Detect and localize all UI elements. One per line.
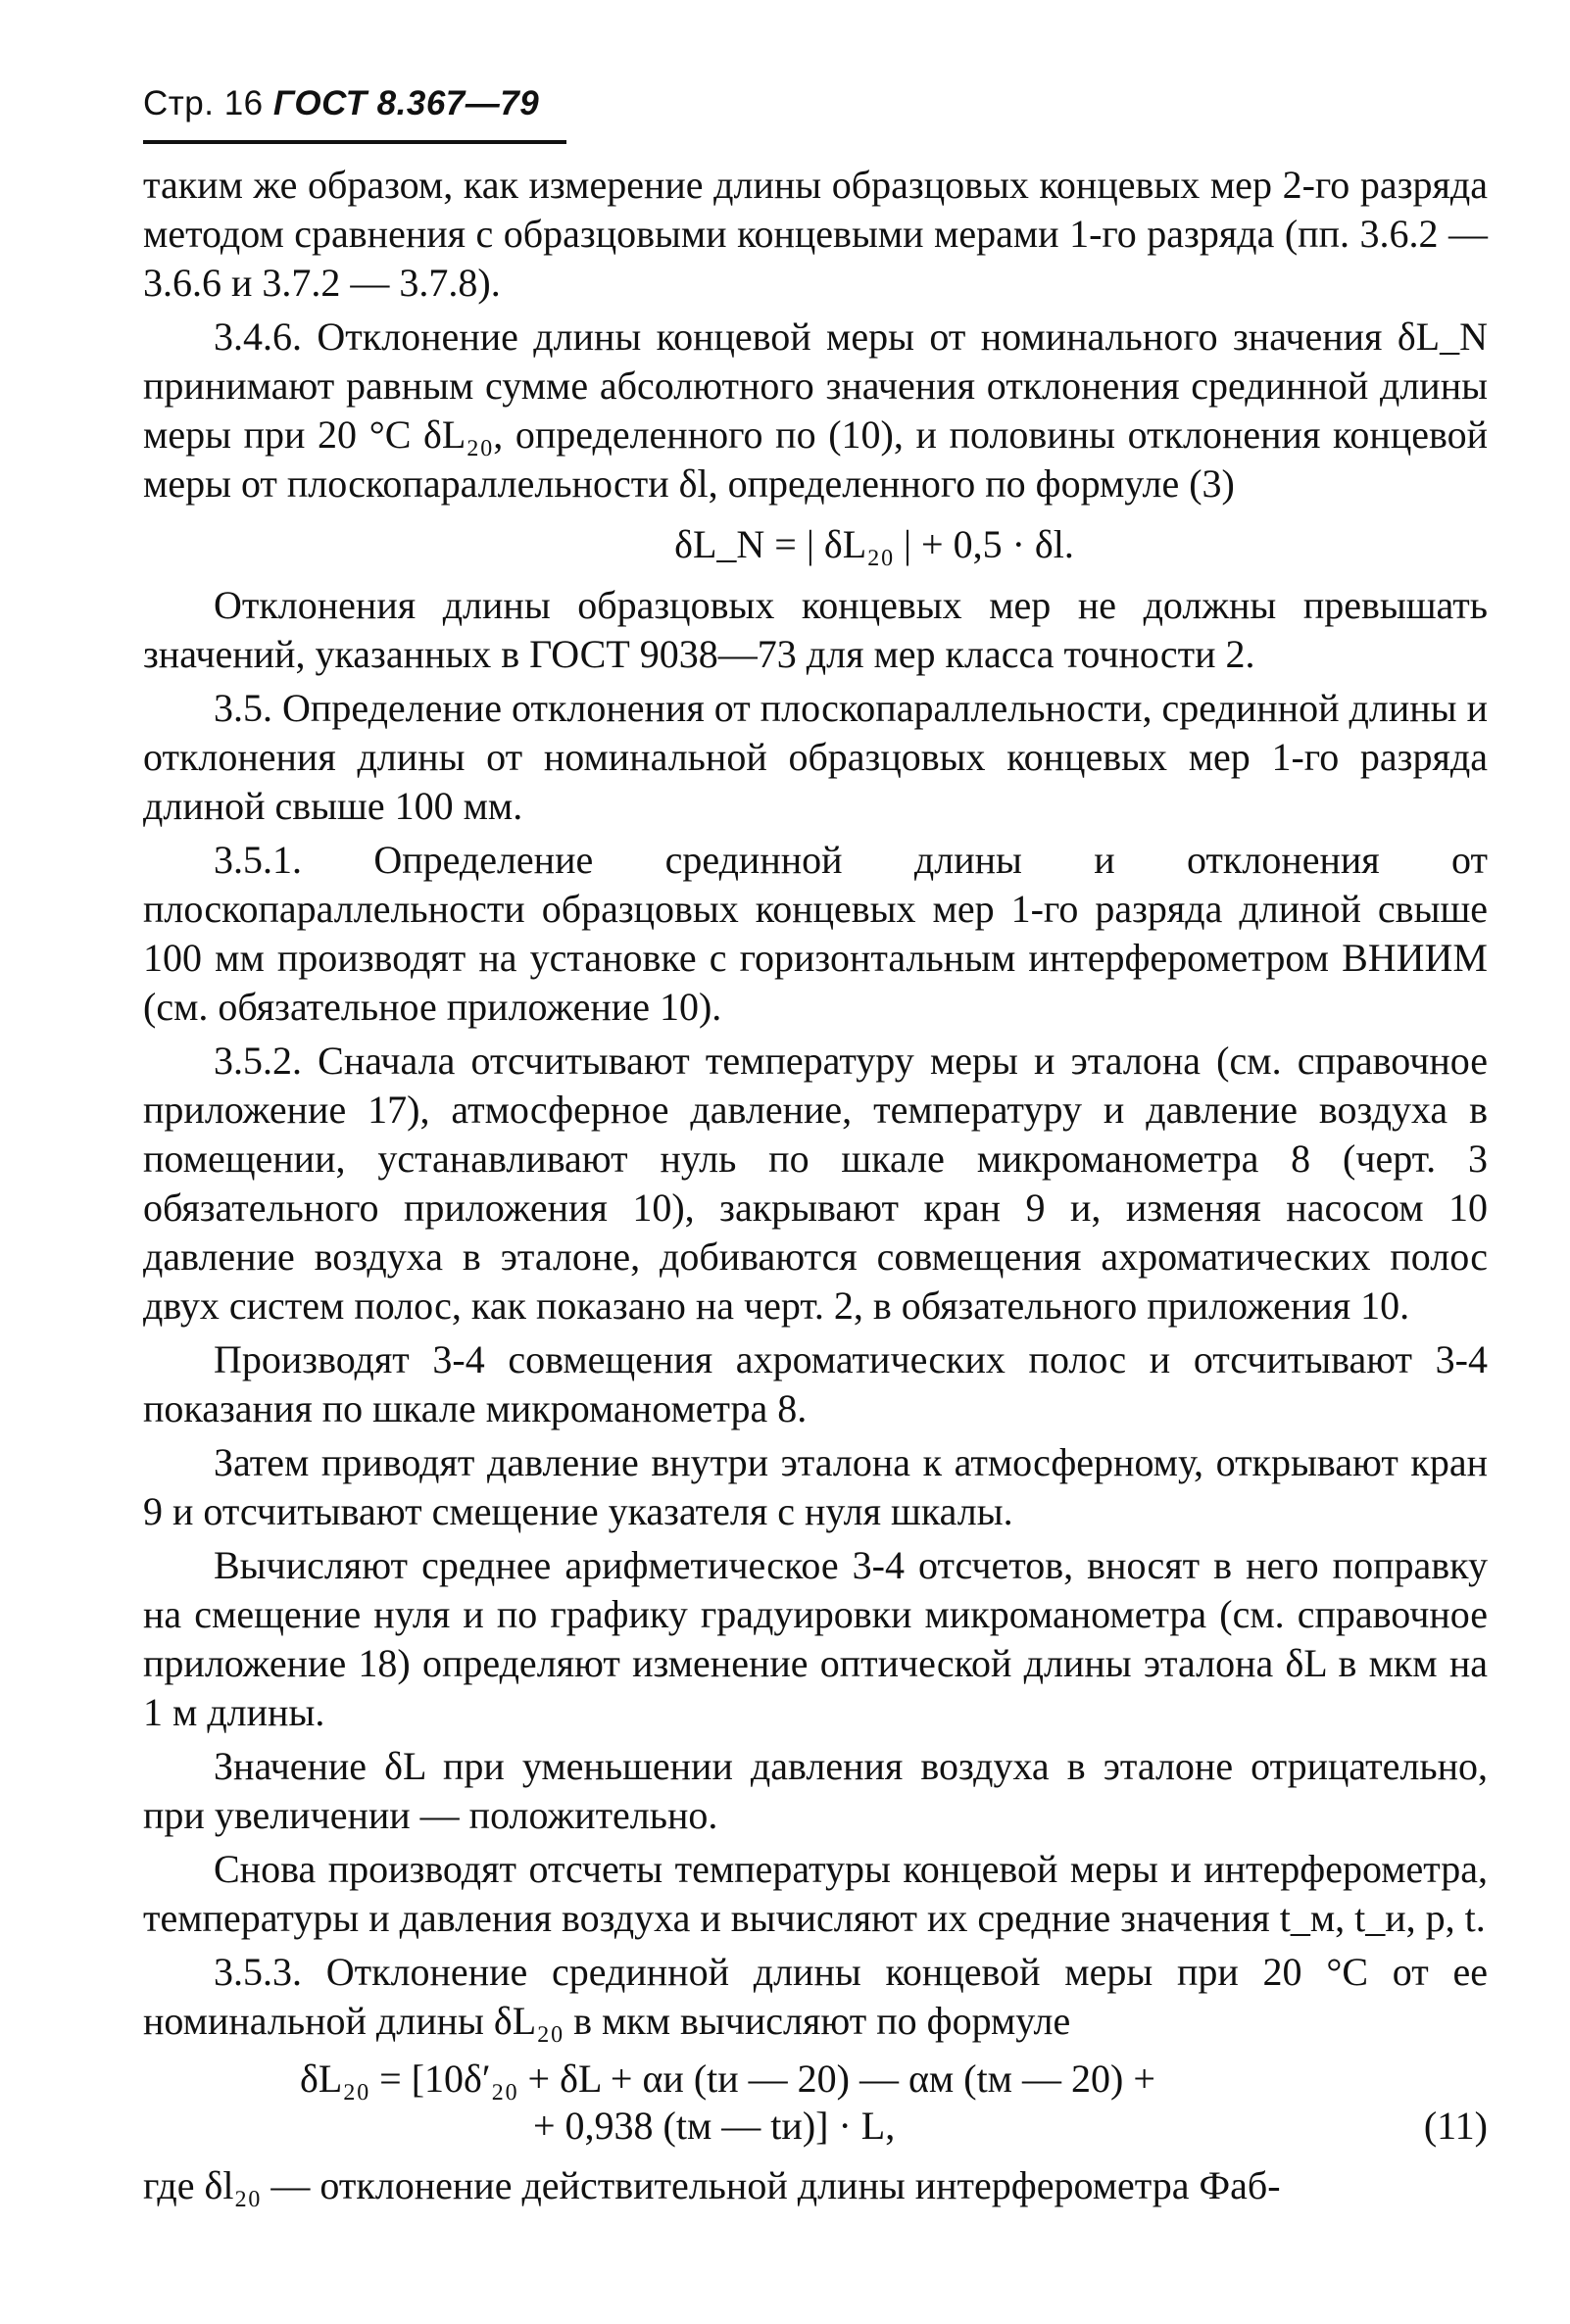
page-number-label: Стр. 16 bbox=[143, 84, 264, 122]
page-header bbox=[143, 84, 539, 123]
clause-3-4-6: 3.4.6. Отклонение длины концевой меры от номинального значения δL_N принимают равным сумме абсолютного значения отклонения срединной длины меры при 20 °С δL₂₀, определенного по (10), и половины отклонения концевой меры от плоскопараллельности δl, определенного по формуле (3) bbox=[143, 315, 1488, 506]
paragraph-pressure-release: Затем приводят давление внутри эталона к атмосферному, открывают кран 9 и отсчитывают смещение указателя с нуля шкалы. bbox=[143, 1440, 1488, 1533]
formula-11-line-2-text: + 0,938 (tм — tи)] · L, bbox=[533, 2104, 896, 2148]
header-rule bbox=[143, 140, 566, 144]
paragraph-fringe-alignment: Производят 3-4 совмещения ахроматических полос и отсчитывают 3-4 показания по шкале микроманометра 8. bbox=[143, 1337, 1488, 1430]
paragraph-continuation: таким же образом, как измерение длины образцовых концевых мер 2-го разряда методом сравнения с образцовыми концевыми мерами 1-го разряда (пп. 3.6.2 — 3.6.6 и 3.7.2 — 3.7.8). bbox=[143, 163, 1488, 305]
paragraph-average-calculation: Вычисляют среднее арифметическое 3-4 отсчетов, вносят в него поправку на смещение нуля и по графику градуировки микроманометра (см. справочное приложение 18) определяют изменение оптической длины эталона δL в мкм на 1 м длины. bbox=[143, 1543, 1488, 1734]
clause-3-5-2: 3.5.2. Сначала отсчитывают температуру меры и эталона (см. справочное приложение 17), атмосферное давление, температуру и давление воздуха в помещении, устанавливают нуль по шкале микроманометра 8 (черт. 3 обязательного приложения 10), закрывают кран 9 и, изменяя насосом 10 давление воздуха в эталоне, добиваются совмещения ахроматических полос двух систем полос, как показано на черт. 2, в обязательного приложения 10. bbox=[143, 1039, 1488, 1328]
formula-deviation-length: δL_N = | δL₂₀ | + 0,5 · δl. bbox=[674, 522, 1074, 566]
clause-3-5-3: 3.5.3. Отклонение срединной длины концевой меры при 20 °С от ее номинальной длины δL₂₀ в мкм вычисляют по формуле bbox=[143, 1950, 1488, 2043]
paragraph-where-definition: где δl₂₀ — отклонение действительной длины интерферометра Фаб- bbox=[143, 2163, 1281, 2207]
clause-3-5: 3.5. Определение отклонения от плоскопараллельности, срединной длины и отклонения длины от номинальной образцовых концевых мер 1-го разряда длиной свыше 100 мм. bbox=[143, 686, 1488, 828]
formula-11-line-2 bbox=[143, 2103, 1488, 2150]
formula-11 bbox=[143, 2056, 1488, 2150]
formula-number: (11) bbox=[1423, 2104, 1488, 2148]
paragraph-sign-note: Значение δL при уменьшении давления воздуха в эталоне отрицательно, при увеличении — положительно. bbox=[143, 1744, 1488, 1837]
paragraph-repeat-readings: Снова производят отсчеты температуры концевой меры и интерферометра, температуры и давления воздуха и вычисляют их средние значения t_м, t_и, p, t. bbox=[143, 1847, 1488, 1940]
clause-3-5-1: 3.5.1. Определение срединной длины и отклонения от плоскопараллельности образцовых концевых мер 1-го разряда длиной свыше 100 мм производят на установке с горизонтальным интерферометром ВНИИМ (см. обязательное приложение 10). bbox=[143, 838, 1488, 1029]
formula-11-line-1: δL₂₀ = [10δ′₂₀ + δL + αи (tи — 20) — αм (tм — 20) + bbox=[300, 2057, 1155, 2101]
document-body bbox=[143, 161, 1488, 2215]
standard-code: ГОСТ 8.367—79 bbox=[272, 84, 540, 122]
paragraph-deviation-limits: Отклонения длины образцовых концевых мер не должны превышать значений, указанных в ГОСТ 9038—73 для мер класса точности 2. bbox=[143, 583, 1488, 676]
